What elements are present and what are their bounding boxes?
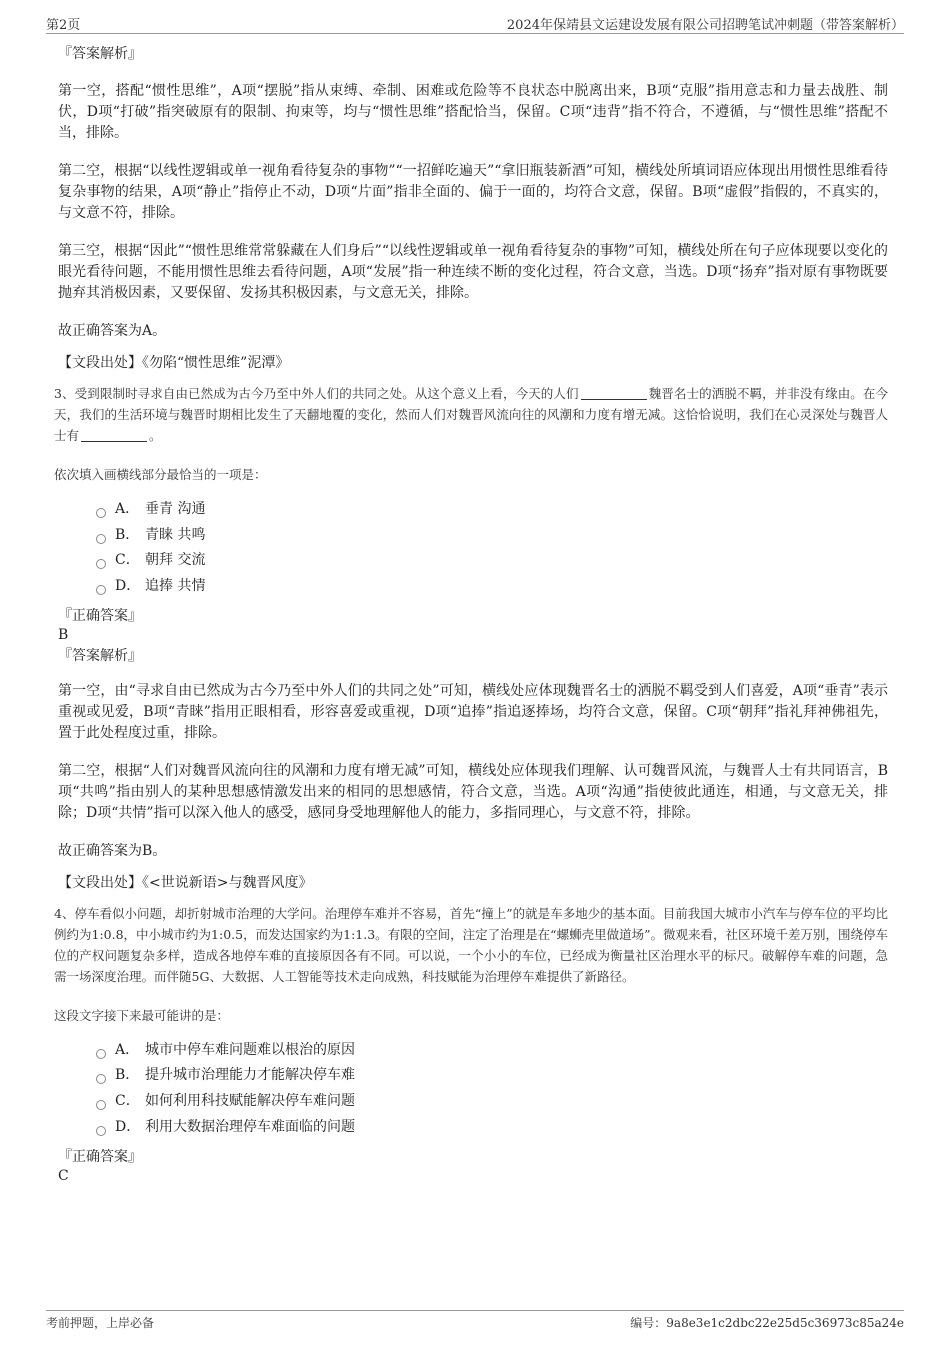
- q3-option-c[interactable]: [96, 548, 888, 574]
- q2-analysis-paragraph-3: 第三空，根据“因此”“惯性思维常常躲藏在人们身后”“以线性逻辑或单一视角看待复杂的事物”可知，横线处所在句子应体现要以变化的眼光看待问题，不能用惯性思维去看待问题，A项“发展”指一种连续不断的变化过程，符合文意，当选。D项“扬弃”指对原有事物既要抛弃其消极因素，又要保留、发扬其积极因素，与文意无关，排除。: [58, 243, 888, 301]
- option-letter: B．: [115, 526, 140, 543]
- footer-code: 编号：9a8e3e1c2dbc22e25d5c36973c85a24e: [630, 1316, 904, 1330]
- option-letter: C．: [115, 552, 140, 569]
- page-header: [46, 14, 904, 34]
- q4-option-a[interactable]: [96, 1038, 888, 1064]
- q4-options: [96, 1038, 888, 1141]
- q2-source: 【文段出处】《勿陷“惯性思维”泥潭》: [58, 355, 290, 371]
- q4-option-b[interactable]: [96, 1063, 888, 1089]
- q4-option-c[interactable]: [96, 1089, 888, 1115]
- radio-icon[interactable]: [96, 1074, 106, 1084]
- option-letter: D．: [115, 1118, 141, 1135]
- q3-answer-label: 『正确答案』: [58, 607, 142, 624]
- q2-final-answer: 故正确答案为A。: [58, 323, 167, 339]
- q4-stem: 4、停车看似小问题，却折射城市治理的大学问。治理停车难并不容易，首先“撞上”的就是车多地少的基本面。目前我国大城市小汽车与停车位的平均比例约为1:0.8，中小城市约为1:0.5，而发达国家约为1:1.3。有限的空间，注定了治理是在“螺蛳壳里做道场”。微观来看，社区环境千差万别，围绕停车位的产权问题复杂多样，造成各地停车难的直接原因各有不同。可以说，一个小小的车位，已经成为衡量社区治理水平的标尺。破解停车难的问题，急需一场深度治理。而伴随5G、大数据、人工智能等技术走向成熟，科技赋能为治理停车难提供了新路径。: [54, 905, 888, 984]
- footer-slogan: 考前押题，上岸必备: [46, 1316, 155, 1330]
- option-text: 垂青 沟通: [145, 501, 206, 517]
- q3-option-b[interactable]: [96, 523, 888, 549]
- page-content: [54, 44, 888, 1185]
- document-title: 2024年保靖县文运建设发展有限公司招聘笔试冲刺题（带答案解析）: [506, 18, 904, 33]
- q3-blank-2: [81, 428, 147, 442]
- q4-option-d[interactable]: [96, 1115, 888, 1141]
- radio-icon[interactable]: [96, 534, 106, 544]
- q3-source: 【文段出处】《<世说新语>与魏晋风度》: [58, 874, 313, 891]
- q3-analysis-label: 『答案解析』: [58, 647, 142, 664]
- radio-icon[interactable]: [96, 1049, 106, 1059]
- radio-icon[interactable]: [96, 1100, 106, 1110]
- q3-prompt: 依次填入画横线部分最恰当的一项是：: [54, 467, 267, 482]
- radio-icon[interactable]: [96, 1126, 106, 1136]
- option-text: 利用大数据治理停车难面临的问题: [145, 1118, 355, 1135]
- option-text: 提升城市治理能力才能解决停车难: [145, 1067, 355, 1084]
- option-letter: D．: [115, 578, 141, 595]
- q2-analysis-paragraph-2: 第二空，根据“以线性逻辑或单一视角看待复杂的事物”“一招鲜吃遍天”“拿旧瓶装新酒”可知，横线处所填词语应体现出用惯性思维看待复杂事物的结果，A项“静止”指停止不动，D项“片面”指非全面的、偏于一面的，均符合文意，保留。B项“虚假”指假的，不真实的，与文意不符，排除。: [58, 163, 888, 221]
- q4-answer-label: 『正确答案』: [58, 1148, 142, 1165]
- q2-analysis-paragraph-1: 第一空，搭配“惯性思维”，A项“摆脱”指从束缚、牵制、困难或危险等不良状态中脱离出来，B项“克服”指用意志和力量去战胜、制伏，D项“打破”指突破原有的限制、拘束等，均与“惯性思维”搭配恰当，保留。C项“违背”指不符合，不遵循，与“惯性思维”搭配不当，排除。: [58, 83, 888, 141]
- option-text: 追捧 共情: [145, 578, 206, 595]
- q4-prompt: 这段文字接下来最可能讲的是：: [54, 1007, 230, 1023]
- q2-analysis-label: 『答案解析』: [58, 46, 142, 62]
- option-letter: B．: [115, 1067, 140, 1084]
- q3-answer: B: [58, 626, 69, 643]
- option-letter: A．: [115, 1041, 140, 1058]
- radio-icon[interactable]: [96, 585, 106, 595]
- radio-icon[interactable]: [96, 508, 106, 518]
- page-footer: [46, 1310, 904, 1332]
- option-text: 朝拜 交流: [145, 552, 206, 569]
- q3-option-d[interactable]: [96, 574, 888, 600]
- q3-final-answer: 故正确答案为B。: [58, 842, 167, 859]
- q3-analysis-paragraph-2: 第二空，根据“人们对魏晋风流向往的风潮和力度有增无减”可知，横线处应体现我们理解、认可魏晋风流，与魏晋人士有共同语言，B项“共鸣”指由别人的某种思想感情激发出来的相同的思想感情，符合文意，当选。A项“沟通”指使彼此通连，相通，与文意无关，排除；D项“共情”指可以深入他人的感受，感同身受地理解他人的能力，多指同理心，与文意不符，排除。: [58, 762, 888, 821]
- q3-stem-part-2: 魏晋名士的洒脱不羁，并非没有缘由。在今天，我们的生活环境与魏晋时期相比发生了天翻地覆的变化，然而人们对魏晋风流向往的风潮和力度有增无减。这恰恰说明，我们在心灵深处与魏晋人士有: [54, 386, 888, 443]
- q3-analysis-paragraph-1: 第一空，由“寻求自由已然成为古今乃至中外人们的共同之处”可知，横线处应体现魏晋名士的洒脱不羁受到人们喜爱，A项“垂青”表示重视或见爱，B项“青睐”指用正眼相看，形容喜爱或重视，D项“追捧”指追逐捧场，均符合文意，保留。C项“朝拜”指礼拜神佛祖先，置于此处程度过重，排除。: [58, 682, 888, 741]
- option-text: 城市中停车难问题难以根治的原因: [145, 1041, 355, 1058]
- q3-options: [96, 497, 888, 600]
- page-number: 第2页: [46, 18, 81, 33]
- q4-answer: C: [58, 1167, 69, 1184]
- q3-option-a[interactable]: [96, 497, 888, 523]
- radio-icon[interactable]: [96, 559, 106, 569]
- q3-stem-part-1: 3、受到限制时寻求自由已然成为古今乃至中外人们的共同之处。从这个意义上看，今天的人们: [54, 386, 579, 401]
- q3-stem: [54, 383, 888, 446]
- q3-stem-part-3: 。: [149, 428, 162, 443]
- option-letter: C．: [115, 1093, 140, 1110]
- option-text: 如何利用科技赋能解决停车难问题: [145, 1093, 355, 1110]
- q3-blank-1: [581, 386, 647, 400]
- option-text: 青睐 共鸣: [145, 526, 206, 543]
- option-letter: A．: [115, 501, 140, 517]
